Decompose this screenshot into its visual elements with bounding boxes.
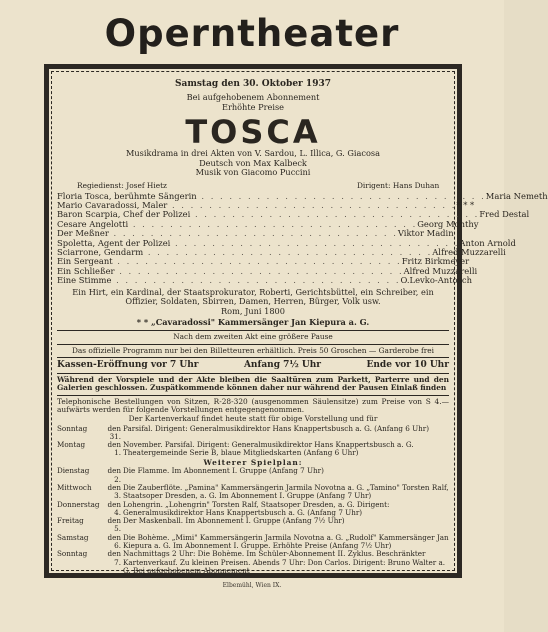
- schedule-heading: Weiterer Spielplan:: [203, 457, 303, 467]
- divider: [57, 344, 449, 345]
- schedule-item: Donnerstag den 4. Lohengrin. „Lohengrin" Torsten Ralf, Staatsoper Dresden, a. G. Dirigent: Generalmusikdirektor Hans Knappertsbusch a. G. (Anfang 7 Uhr): [57, 499, 390, 517]
- cast-row: Ein Sergeant . . . . . . . . . . . . . . . . . . . . . . . . . . . . . . . Fritz Birkmeyer: [57, 256, 470, 267]
- cast-row: Eine Stimme . . . . . . . . . . . . . . . . . . . . . . . . . . . . . . . O.Levko-Antosch: [57, 275, 472, 286]
- schedule-item: Sonntag den 31. Parsifal. Dirigent: Generalmusikdirektor Hans Knappertsbusch a. G. (Anfang 6 Uhr): [57, 423, 430, 441]
- guest-singer-note: * * „Cavaradossi" Kammersänger Jan Kiepura a. G.: [136, 317, 370, 328]
- playbill-body: [57, 75, 548, 575]
- schedule-pre: [57, 425, 449, 458]
- conductor-credit: Dirigent: Hans Duhan: [357, 180, 440, 190]
- director-credit: Regiedienst: Josef Hietz: [77, 180, 167, 190]
- subscription-note: Bei aufgehobenem Abonnement: [186, 92, 320, 102]
- start-time: Anfang 7½ Uhr: [243, 360, 322, 371]
- schedule-item: Freitag den 5. Der Maskenball. Im Abonnement I. Gruppe (Anfang 7½ Uhr): [57, 516, 345, 534]
- times-row: [57, 360, 449, 370]
- divider: [57, 395, 449, 396]
- opera-title: TOSCA: [185, 113, 321, 152]
- schedule-item: Dienstag den 2. Die Flamme. Im Abonnement I. Gruppe (Anfang 7 Uhr): [57, 466, 324, 484]
- cast-row: Floria Tosca, berühmte Sängerin . . . . . . . . . . . . . . . . . . . . . . . . . . . . . . . Maria Nemeth: [57, 190, 548, 201]
- cast-row: Cesare Angelotti . . . . . . . . . . . . . . . . . . . . . . . . . . . . . . . Georg Monthy: [57, 218, 479, 229]
- schedule-item: Samstag den 6. Die Bohème. „Mimi" Kammersängerin Jarmila Novotna a. G. „Rudolf" Kammersänger Jan Kiepura a. G. Im Abonnement I. Gruppe. Erhöhte Preise (Anfang 7½ Uhr): [57, 532, 449, 551]
- cast-row: Baron Scarpia, Chef der Polizei . . . . . . . . . . . . . . . . . . . . . . . . . . . . . . . Fred Destal: [57, 209, 530, 220]
- divider: [57, 357, 449, 358]
- schedule-list: [57, 467, 449, 575]
- translation-credit: Deutsch von Max Kalbeck: [199, 157, 307, 168]
- cast-row: Ein Schließer . . . . . . . . . . . . . . . . . . . . . . . . . . . . . . . Alfred Muzzarelli: [57, 265, 478, 276]
- opera-subtitle: Musikdrama in drei Akten von V. Sardou, L. Illica, G. Giacosa: [126, 148, 380, 159]
- setting-line: Rom, Juni 1800: [221, 305, 285, 316]
- venue-title: Operntheater: [104, 12, 400, 55]
- cast-list: [57, 190, 548, 286]
- composer-credit: Musik von Giacomo Puccini: [195, 167, 311, 178]
- phone-order-notice: Telephonische Bestellungen von Sitzen, R-28-320 (ausgenommen Säulensitze) zum Preise von S 4.— aufwärts werden für folgende Vorstellungen entgegengenommen.: [57, 396, 449, 415]
- programme-note: Das offizielle Programm nur bei den Billetteuren erhältlich. Preis 50 Groschen — Garderobe frei: [71, 345, 435, 355]
- schedule-item: Sonntag den 7. Nachmittags 2 Uhr: Die Bohème. Im Schüler-Abonnement II. Zyklus. Beschränkter Kartenverkauf. Zu kleinen Preisen. Abends 7 Uhr: Don Carlos. Dirigent: Bruno Walter a. G. Bei aufgehobenem Abonnement: [57, 549, 446, 575]
- ensemble-list: Ein Hirt, ein Kardinal, der Staatsprokurator, Roberti, Gerichtsbüttel, ein Schreiber, ein Offizier, Soldaten, Sbirren, Damen, Herren, Bürger, Volk usw.: [72, 286, 434, 307]
- cast-row: Sciarrone, Gendarm . . . . . . . . . . . . . . . . . . . . . . . . . . . . . . . Alfred Muzzarelli: [57, 247, 506, 257]
- cast-row: Spoletta, Agent der Polizei . . . . . . . . . . . . . . . . . . . . . . . . . . . . . . . Anton Arnold: [57, 237, 516, 248]
- doors-time: Kassen-Eröffnung vor 7 Uhr: [57, 360, 199, 371]
- divider: [57, 330, 449, 331]
- latecomer-notice: Während der Vorspiele und der Akte bleiben die Saaltüren zum Parkett, Parterre und den Galerien geschlossen. Zuspätkommende können daher nur während der Pausen Einlaß finden: [57, 374, 449, 393]
- playbill-frame: [44, 64, 548, 578]
- schedule-item: Mittwoch den 3. Die Zauberflöte. „Pamina" Kammersängerin Jarmila Novotna a. G. „Tamino" Torsten Ralf, Staatsoper Dresden, a. G. Im Abonnement I. Gruppe (Anfang 7 Uhr): [57, 482, 449, 501]
- divider: [57, 373, 449, 374]
- performance-date: Samstag den 30. Oktober 1937: [174, 79, 331, 89]
- end-time: Ende vor 10 Uhr: [366, 360, 449, 371]
- price-note: Erhöhte Preise: [221, 101, 285, 112]
- cast-row: Der Meßner . . . . . . . . . . . . . . . . . . . . . . . . . . . . . . . Viktor Madin: [57, 228, 454, 239]
- cast-row: Mario Cavaradossi, Maler . . . . . . . . . . . . . . . . . . . . . . . . . . . . . . . * * *: [57, 199, 475, 210]
- pause-note: Nach dem zweiten Akt eine größere Pause: [173, 332, 333, 341]
- schedule-item: Montag den 1. November. Parsifal. Dirigent: Generalmusikdirektor Hans Knappertsbusch a. G. Theatergemeinde Serie B, blaue Mitgliedskarten (Anfang 6 Uhr): [57, 440, 414, 458]
- credits-row: [57, 182, 449, 191]
- printer-imprint: Elbemühl, Wien IX.: [222, 582, 282, 589]
- presale-notice: Der Kartenverkauf findet heute statt für obige Vorstellung und für: [128, 413, 378, 423]
